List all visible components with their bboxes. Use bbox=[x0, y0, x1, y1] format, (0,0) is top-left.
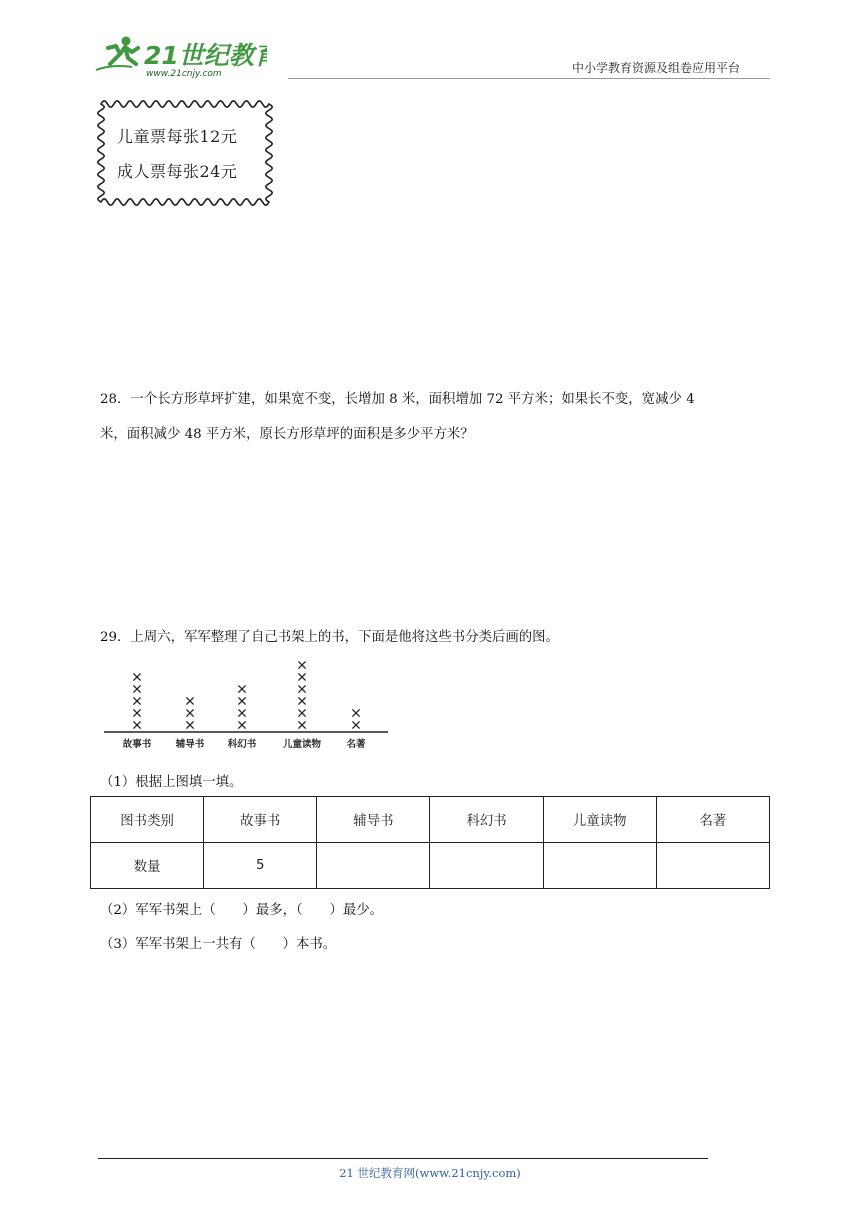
cross-mark bbox=[298, 721, 305, 728]
child-ticket-price: 儿童票每张12元 bbox=[117, 127, 238, 146]
logo-url: www.21cnjy.com bbox=[146, 69, 222, 79]
cross-mark bbox=[133, 721, 140, 728]
cross-mark bbox=[238, 721, 245, 728]
cross-mark bbox=[238, 697, 245, 704]
cross-mark bbox=[352, 721, 359, 728]
logo-swoosh bbox=[96, 66, 132, 70]
cross-mark bbox=[298, 697, 305, 704]
cross-mark bbox=[238, 709, 245, 716]
table-header-cell: 图书类别 bbox=[91, 797, 204, 843]
logo-runner-icon bbox=[108, 46, 138, 64]
logo bbox=[92, 34, 267, 80]
category-label: 儿童读物 bbox=[282, 739, 322, 750]
cross-mark bbox=[238, 685, 245, 692]
category-label: 科幻书 bbox=[227, 739, 257, 750]
logo-title: 21世纪教育 bbox=[144, 41, 267, 70]
ticket-wavy-frame bbox=[96, 99, 274, 207]
q28-line1: 28．一个长方形草坪扩建，如果宽不变，长增加 8 米，面积增加 72 平方米；如果长不变，宽减少 4 bbox=[100, 392, 695, 407]
table-row bbox=[91, 843, 770, 889]
table-header-row bbox=[91, 797, 770, 843]
table-cell-blank[interactable] bbox=[430, 843, 543, 889]
table-header-cell: 科幻书 bbox=[430, 797, 543, 843]
book-count-table bbox=[90, 796, 770, 889]
cross-mark bbox=[133, 685, 140, 692]
category-label: 故事书 bbox=[122, 739, 152, 750]
footer-divider bbox=[98, 1158, 708, 1159]
table-header-cell: 故事书 bbox=[204, 797, 317, 843]
logo-runner-head bbox=[122, 37, 131, 46]
book-pictograph-chart bbox=[98, 654, 394, 754]
cross-mark bbox=[186, 697, 193, 704]
table-cell-blank[interactable] bbox=[543, 843, 656, 889]
table-cell-blank[interactable] bbox=[656, 843, 769, 889]
table-header-cell: 儿童读物 bbox=[543, 797, 656, 843]
q29-intro: 29．上周六，军军整理了自己书架上的书，下面是他将这些书分类后画的图。 bbox=[100, 630, 559, 645]
category-label: 辅导书 bbox=[175, 739, 205, 750]
table-cell-blank[interactable] bbox=[317, 843, 430, 889]
category-label: 名著 bbox=[346, 739, 366, 750]
adult-ticket-price: 成人票每张24元 bbox=[117, 162, 238, 181]
q29-part3: （3）军军书架上一共有（ ）本书。 bbox=[100, 937, 337, 952]
table-row-label: 数量 bbox=[91, 843, 204, 889]
footer-text: 21 世纪教育网(www.21cnjy.com) bbox=[339, 1166, 521, 1180]
cross-mark bbox=[186, 709, 193, 716]
table-header-cell: 辅导书 bbox=[317, 797, 430, 843]
q29-part1: （1）根据上图填一填。 bbox=[100, 775, 243, 790]
cross-mark bbox=[298, 709, 305, 716]
cross-mark bbox=[352, 709, 359, 716]
q28-line2: 米，面积减少 48 平方米，原长方形草坪的面积是多少平方米？ bbox=[100, 427, 474, 442]
table-header-cell: 名著 bbox=[656, 797, 769, 843]
table-cell: 5 bbox=[204, 843, 317, 889]
cross-mark bbox=[298, 673, 305, 680]
logo-graphic bbox=[92, 34, 267, 80]
cross-mark bbox=[133, 709, 140, 716]
cross-mark bbox=[133, 673, 140, 680]
wavy-border bbox=[98, 101, 272, 205]
cross-mark bbox=[133, 697, 140, 704]
chart-marks bbox=[133, 661, 359, 728]
site-name: 中小学教育资源及组卷应用平台 bbox=[572, 61, 741, 75]
cross-mark bbox=[298, 661, 305, 668]
chart-category-labels bbox=[123, 738, 366, 750]
header-divider bbox=[288, 78, 770, 79]
cross-mark bbox=[298, 685, 305, 692]
q29-part2: （2）军军书架上（ ）最多，（ ）最少。 bbox=[100, 903, 384, 918]
cross-mark bbox=[186, 721, 193, 728]
